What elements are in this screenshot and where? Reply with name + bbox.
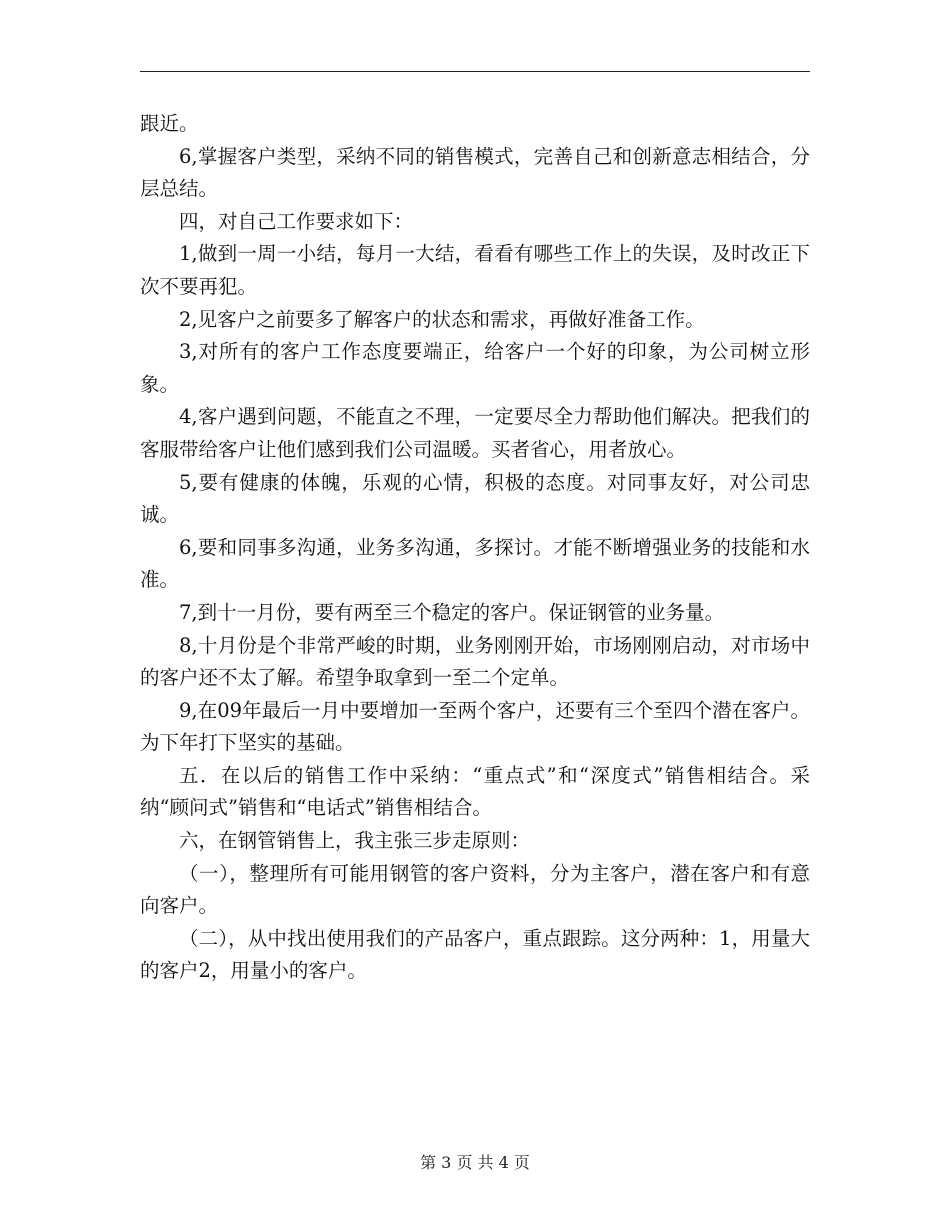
paragraph: （二），从中找出使用我们的产品客户，重点跟踪。这分两种：1，用量大的客户2，用量小的客户。 [140, 926, 810, 983]
paragraph: 3,对所有的客户工作态度要端正，给客户一个好的印象，为公司树立形象。 [140, 340, 810, 396]
paragraph: 9,在09年最后一月中要增加一至两个客户，还要有三个至四个潜在客户。为下年打下坚实的基础。 [140, 698, 810, 755]
paragraph: 5,要有健康的体魄，乐观的心情，积极的态度。对同事友好，对公司忠诚。 [140, 470, 810, 527]
section-heading: 四，对自己工作要求如下： [179, 209, 414, 233]
paragraph: 4,客户遇到问题，不能直之不理，一定要尽全力帮助他们解决。把我们的客服带给客户让他们感到我们公司温暖。买者省心，用者放心。 [140, 405, 810, 461]
paragraph: 8,十月份是个非常严峻的时期，业务刚刚开始，市场刚刚启动，对市场中的客户还不太了解。希望争取拿到一至二个定单。 [140, 633, 810, 690]
page-number-footer: 第 3 页 共 4 页 [420, 1153, 530, 1172]
paragraph: 7,到十一月份，要有两至三个稳定的客户。保证钢管的业务量。 [179, 600, 725, 624]
header-rule [140, 71, 810, 72]
paragraph: （一），整理所有可能用钢管的客户资料，分为主客户，潜在客户和有意向客户。 [140, 861, 810, 918]
paragraph: 6,掌握客户类型，采纳不同的销售模式，完善自己和创新意志相结合，分层总结。 [140, 144, 810, 201]
paragraph: 跟近。 [140, 112, 199, 135]
section-heading: 五．在以后的销售工作中采纳：“重点式”和“深度式”销售相结合。采纳“顾问式”销售和“电话式”销售相结合。 [140, 763, 810, 820]
section-heading: 六，在钢管销售上，我主张三步走原则： [179, 829, 531, 853]
paragraph: 6,要和同事多沟通，业务多沟通，多探讨。才能不断增强业务的技能和水准。 [140, 535, 810, 592]
paragraph: 2,见客户之前要多了解客户的状态和需求，再做好准备工作。 [179, 307, 705, 331]
paragraph: 1,做到一周一小结，每月一大结，看看有哪些工作上的失误，及时改正下次不要再犯。 [140, 242, 810, 298]
document-body [140, 108, 810, 988]
